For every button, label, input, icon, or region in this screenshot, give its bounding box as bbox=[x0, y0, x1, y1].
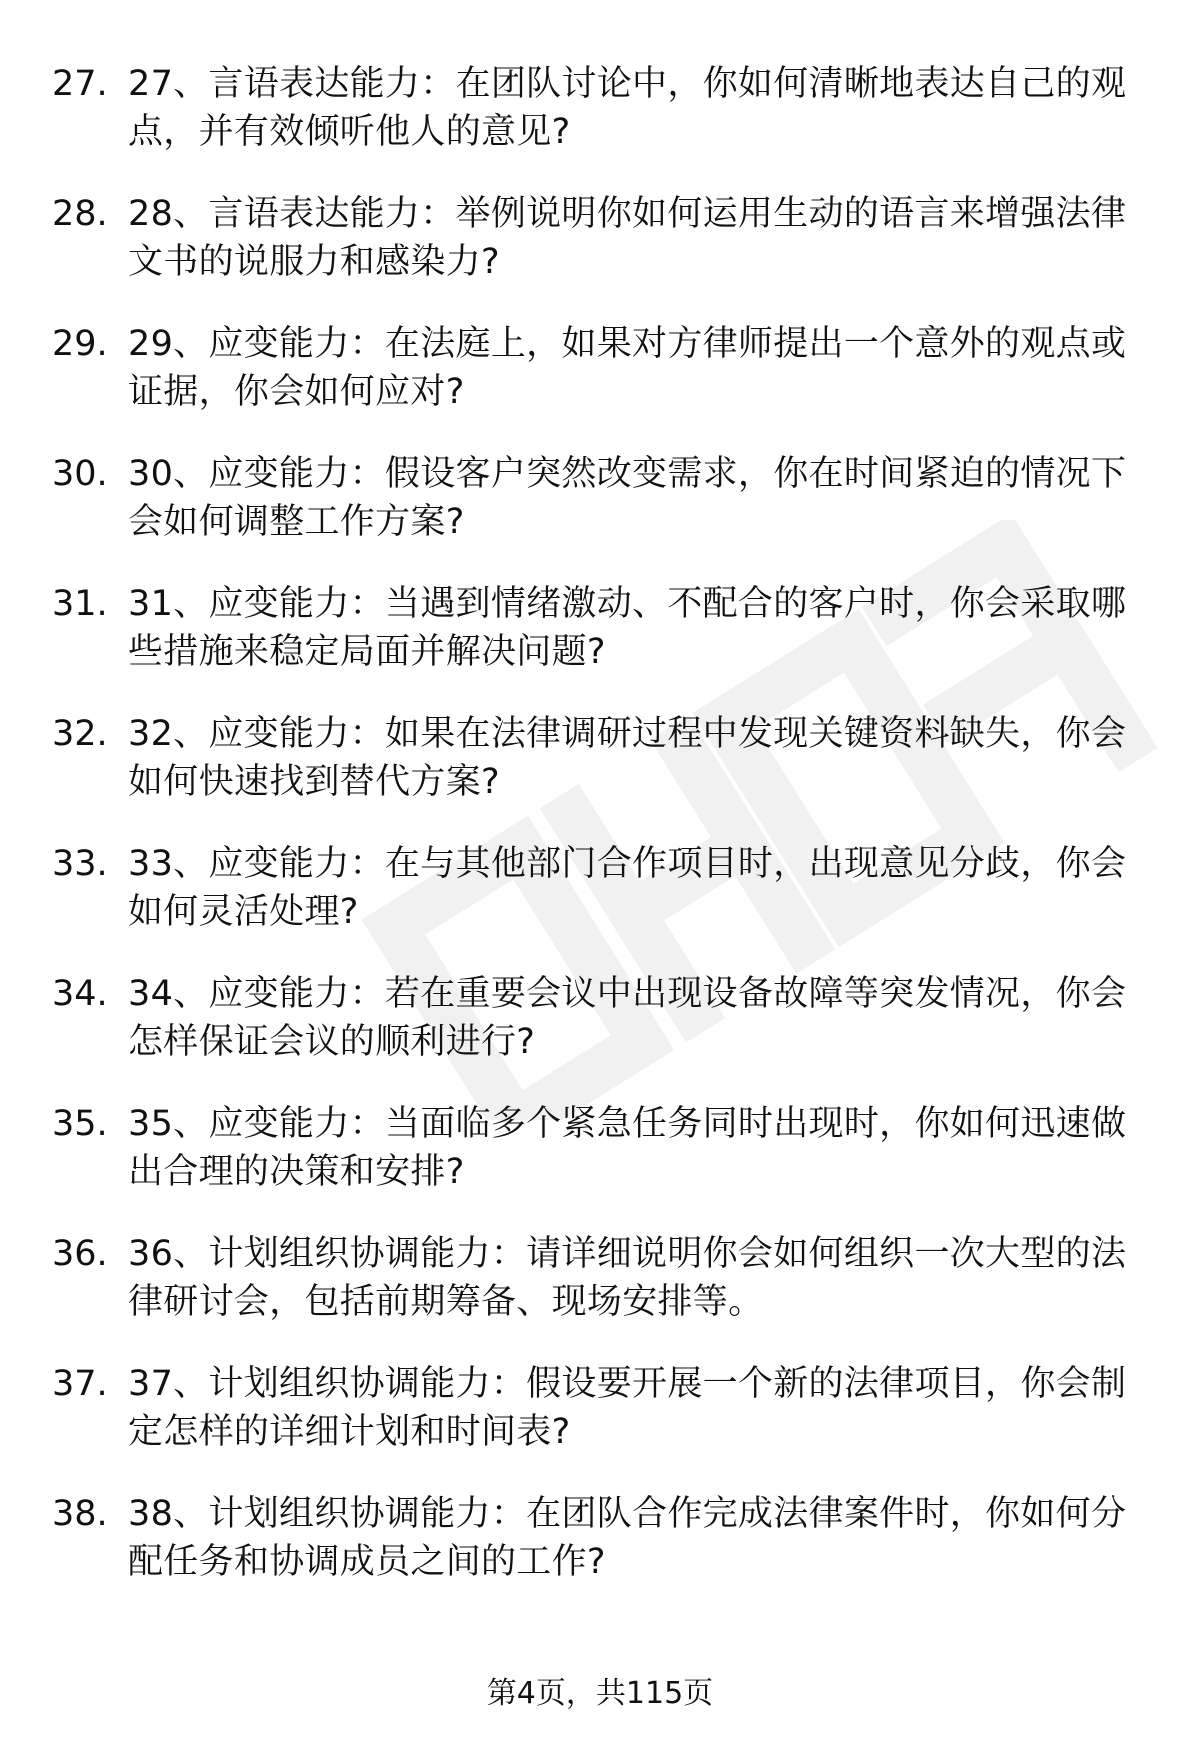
question-text: 37、计划组织协调能力：假设要开展一个新的法律项目，你会制定怎样的详细计划和时间表? bbox=[128, 1364, 1127, 1452]
question-number: 36. bbox=[52, 1234, 108, 1274]
page-footer: 第4页，共115页 bbox=[486, 1676, 714, 1711]
question-number: 34. bbox=[52, 974, 108, 1014]
question-number: 35. bbox=[52, 1104, 108, 1144]
list-item bbox=[0, 710, 1200, 840]
list-item bbox=[0, 450, 1200, 580]
question-text: 29、应变能力：在法庭上，如果对方律师提出一个意外的观点或证据，你会如何应对? bbox=[128, 324, 1127, 412]
list-item bbox=[0, 840, 1200, 970]
list-item bbox=[0, 320, 1200, 450]
list-item bbox=[0, 1360, 1200, 1490]
question-number: 28. bbox=[52, 194, 108, 234]
question-text: 34、应变能力：若在重要会议中出现设备故障等突发情况，你会怎样保证会议的顺利进行? bbox=[128, 974, 1127, 1062]
question-number: 29. bbox=[52, 324, 108, 364]
question-list bbox=[0, 60, 1200, 1620]
list-item bbox=[0, 60, 1200, 190]
question-text: 28、言语表达能力：举例说明你如何运用生动的语言来增强法律文书的说服力和感染力? bbox=[128, 194, 1127, 282]
question-number: 27. bbox=[52, 64, 108, 104]
question-number: 33. bbox=[52, 844, 108, 884]
question-text: 32、应变能力：如果在法律调研过程中发现关键资料缺失，你会如何快速找到替代方案? bbox=[128, 714, 1127, 802]
question-number: 31. bbox=[52, 584, 108, 624]
question-text: 38、计划组织协调能力：在团队合作完成法律案件时，你如何分配任务和协调成员之间的工作? bbox=[128, 1494, 1127, 1582]
question-number: 38. bbox=[52, 1494, 108, 1534]
question-text: 35、应变能力：当面临多个紧急任务同时出现时，你如何迅速做出合理的决策和安排? bbox=[128, 1104, 1127, 1192]
question-text: 27、言语表达能力：在团队讨论中，你如何清晰地表达自己的观点，并有效倾听他人的意见? bbox=[128, 64, 1127, 152]
list-item bbox=[0, 1230, 1200, 1360]
question-number: 37. bbox=[52, 1364, 108, 1404]
question-text: 31、应变能力：当遇到情绪激动、不配合的客户时，你会采取哪些措施来稳定局面并解决问题? bbox=[128, 584, 1127, 672]
question-number: 32. bbox=[52, 714, 108, 754]
question-number: 30. bbox=[52, 454, 108, 494]
question-text: 33、应变能力：在与其他部门合作项目时，出现意见分歧，你会如何灵活处理? bbox=[128, 844, 1127, 932]
list-item bbox=[0, 970, 1200, 1100]
list-item bbox=[0, 580, 1200, 710]
list-item bbox=[0, 190, 1200, 320]
question-text: 30、应变能力：假设客户突然改变需求，你在时间紧迫的情况下会如何调整工作方案? bbox=[128, 454, 1127, 542]
question-text: 36、计划组织协调能力：请详细说明你会如何组织一次大型的法律研讨会，包括前期筹备、现场安排等。 bbox=[128, 1234, 1127, 1322]
list-item bbox=[0, 1100, 1200, 1230]
list-item bbox=[0, 1490, 1200, 1620]
